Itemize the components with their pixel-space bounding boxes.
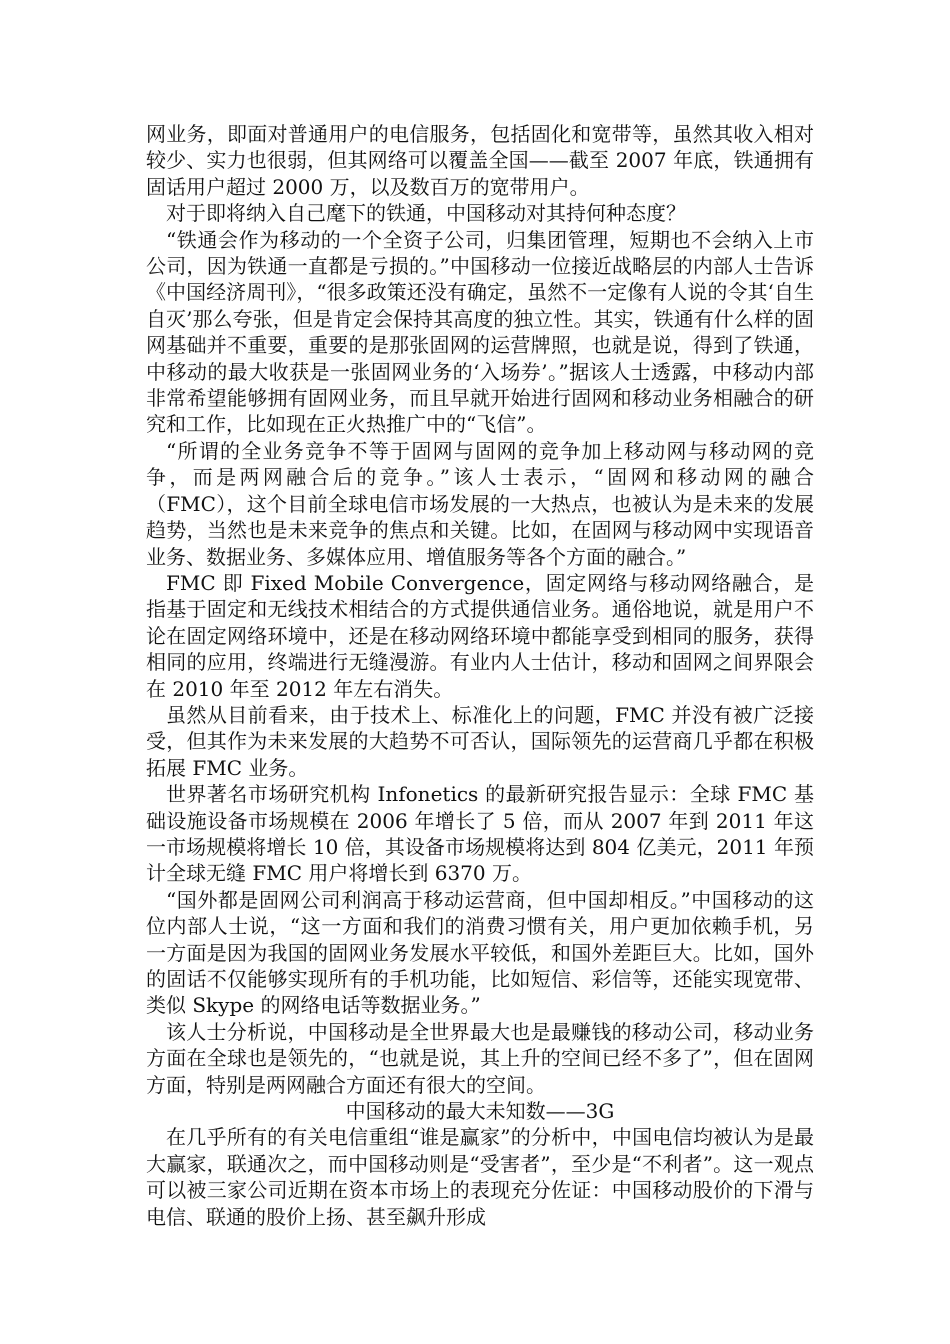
paragraph-continued: 网业务，即面对普通用户的电信服务，包括固化和宽带等，虽然其收入相对较少、实力也很弱，但其网络可以覆盖全国——截至 2007 年底，铁通拥有固话用户超过 2000 万，以及数百万的宽带用户。: [146, 122, 814, 199]
paragraph: “铁通会作为移动的一个全资子公司，归集团管理，短期也不会纳入上市公司，因为铁通一直都是亏损的。”中国移动一位接近战略层的内部人士告诉《中国经济周刊》，“很多政策还没有确定，虽然不一定像有人说的令其‘自生自灭’那么夸张，但是肯定会保持其高度的独立性。其实，铁通有什么样的固网基础并不重要，重要的是那张固网的运营牌照，也就是说，得到了铁通，中移动的最大收获是一张固网业务的‘入场券’。”据该人士透露，中移动内部非常希望能够拥有固网业务，而且早就开始进行固网和移动业务相融合的研究和工作，比如现在正火热推广中的“飞信”。: [146, 227, 814, 437]
document-body: [146, 121, 814, 1230]
paragraph: “所谓的全业务竞争不等于固网与固网的竞争加上移动网与移动网的竞争，而是两网融合后的竞争。”该人士表示，“固网和移动网的融合（FMC），这个目前全球电信市场发展的一大热点，也被认为是未来的发展趋势，当然也是未来竞争的焦点和关键。比如，在固网与移动网中实现语音业务、数据业务、多媒体应用、增值服务等各个方面的融合。”: [146, 438, 814, 569]
paragraph: “国外都是固网公司利润高于移动运营商，但中国却相反。”中国移动的这位内部人士说，“这一方面和我们的消费习惯有关，用户更加依赖手机，另一方面是因为我国的固网业务发展水平较低，和国外差距巨大。比如，国外的固话不仅能够实现所有的手机功能，比如短信、彩信等，还能实现宽带、类似 Skype 的网络电话等数据业务。”: [146, 887, 814, 1018]
paragraph: 对于即将纳入自己麾下的铁通，中国移动对其持何种态度？: [166, 201, 686, 226]
section-heading: 中国移动的最大未知数——3G: [345, 1099, 615, 1124]
paragraph: 世界著名市场研究机构 Infonetics 的最新研究报告显示：全球 FMC 基础设施设备市场规模在 2006 年增长了 5 倍，而从 2007 年到 2011 年这一市场规模将增长 10 倍，其设备市场规模将达到 804 亿美元，2011 年预计全球无缝 FMC 用户将增长到 6370 万。: [146, 782, 814, 886]
paragraph: 虽然从目前看来，由于技术上、标准化上的问题，FMC 并没有被广泛接受，但其作为未来发展的大趋势不可否认，国际领先的运营商几乎都在积极拓展 FMC 业务。: [146, 702, 814, 780]
paragraph: FMC 即 Fixed Mobile Convergence，固定网络与移动网络融合，是指基于固定和无线技术相结合的方式提供通信业务。通俗地说，就是用户不论在固定网络环境中，还是在移动网络环境中都能享受到相同的服务，获得相同的应用，终端进行无缝漫游。有业内人士估计，移动和固网之间界限会在 2010 年至 2012 年左右消失。: [146, 570, 814, 701]
paragraph: 该人士分析说，中国移动是全世界最大也是最赚钱的移动公司，移动业务方面在全球也是领先的，“也就是说，其上升的空间已经不多了”，但在固网方面，特别是两网融合方面还有很大的空间。: [146, 1019, 814, 1097]
paragraph: 在几乎所有的有关电信重组“谁是赢家”的分析中，中国电信均被认为是最大赢家，联通次之，而中国移动则是“受害者”，至少是“不利者”。这一观点可以被三家公司近期在资本市场上的表现充分佐证：中国移动股价的下滑与电信、联通的股价上扬、甚至飙升形成: [146, 1125, 814, 1229]
